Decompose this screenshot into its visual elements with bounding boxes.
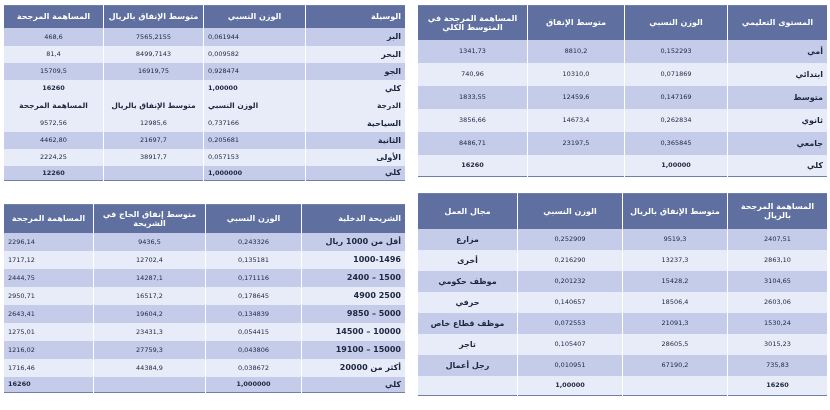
- table-row: 4462,80 21697,7 0,205681 الثانية: [4, 132, 406, 149]
- table-row: 2444,75 14287,1 0,171116 1500 – 2400: [4, 269, 406, 287]
- table-row: 1717,12 12702,4 0,135181 1000-1496: [4, 251, 406, 269]
- table-row: 1275,01 23431,3 0,054415 10000 – 14500: [4, 323, 406, 341]
- header-education-level: المستوى التعليمي: [728, 6, 828, 40]
- table-row-total: 16260 1,00000 كلي: [418, 155, 828, 177]
- table-row: 81,4 8499,7143 0,009582 البحر: [4, 46, 406, 63]
- table-row-total: 16260 1,000000 كلي: [4, 377, 406, 393]
- header-relative-weight: الوزن النسبي: [625, 6, 728, 40]
- table-row: 2224,25 38917,7 0,057153 الأولى: [4, 149, 406, 166]
- header-avg-spending: متوسط الإنفاق: [528, 6, 625, 40]
- table-row-total: 12260 1,000000 كلي: [4, 166, 406, 181]
- header-relative-weight: الوزن النسبي: [518, 194, 623, 229]
- header-income-bracket: الشريحة الدخلية: [302, 205, 406, 233]
- header-relative-weight: الوزن النسبي: [204, 6, 306, 28]
- table-row: 8486,71 23197,5 0,365845 جامعي: [418, 132, 828, 155]
- table-row: حرفي 0,140657 18506,4 2603,06: [418, 292, 828, 313]
- table-row: 2296,14 9436,5 0,243326 أقل من 1000 ريال: [4, 233, 406, 251]
- table-row: رجل أعمال 0,010951 67190,2 735,83: [418, 355, 828, 376]
- header-weighted-contribution: المساهمة المرجحة: [4, 205, 94, 233]
- sub-header-row: المساهمة المرجحة متوسط الإنفاق بالريال الوزن النسبي الدرجة: [4, 97, 406, 115]
- table-row: 2950,71 16517,2 0,178645 2500 4900: [4, 287, 406, 305]
- header-avg-spending: متوسط الإنفاق بالريال: [104, 6, 204, 28]
- table-row: 1216,02 27759,3 0,043806 15000 – 19100: [4, 341, 406, 359]
- header-weighted-contribution: المساهمة المرجحة في المتوسط الكلي: [418, 6, 528, 40]
- education-level-table: [417, 5, 828, 177]
- header-avg-spending: متوسط إنفاق الحاج في الشريحة: [94, 205, 206, 233]
- table-row: مزارع 0,252909 9519,3 2407,51: [418, 229, 828, 250]
- table-row-total: 16260 1,00000 كلي: [4, 80, 406, 97]
- transport-mode-table: [3, 5, 406, 181]
- table-row: 15709,5 16919,75 0,928474 الجو: [4, 63, 406, 80]
- income-bracket-table: [3, 204, 406, 393]
- header-avg-spending: متوسط الإنفاق بالريال: [623, 194, 728, 229]
- header-weighted-contribution: المساهمة المرجحة: [4, 6, 104, 28]
- table-row: أخرى 0,216290 13237,3 2863,10: [418, 250, 828, 271]
- header-weighted-contribution: المساهمة المرجحة بالريال: [728, 194, 828, 229]
- table-row: 1716,46 44384,9 0,038672 أكثر من 20000: [4, 359, 406, 377]
- occupation-table: [417, 193, 828, 396]
- table-row: 740,96 10310,0 0,071869 ابتدائي: [418, 63, 828, 86]
- table-row: 1833,55 12459,6 0,147169 متوسط: [418, 86, 828, 109]
- table-row: 3856,66 14673,4 0,262834 ثانوي: [418, 109, 828, 132]
- header-relative-weight: الوزن النسبي: [206, 205, 302, 233]
- table-row: موظف قطاع خاص 0,072553 21091,3 1530,24: [418, 313, 828, 334]
- table-row: 2643,41 19604,2 0,134839 5000 – 9850: [4, 305, 406, 323]
- table-row: 1341,73 8810,2 0,152293 أمي: [418, 40, 828, 63]
- table-row: تاجر 0,105407 28605,5 3015,23: [418, 334, 828, 355]
- header-occupation: مجال العمل: [418, 194, 518, 229]
- table-row-total: 1,00000 16260: [418, 376, 828, 396]
- table-row: موظف حكومي 0,201232 15428,2 3104,65: [418, 271, 828, 292]
- table-row: 9572,56 12985,6 0,737166 السياحية: [4, 115, 406, 132]
- header-transport-mode: الوسيلة: [306, 6, 406, 28]
- table-row: 468,6 7565,2155 0,061944 البر: [4, 28, 406, 46]
